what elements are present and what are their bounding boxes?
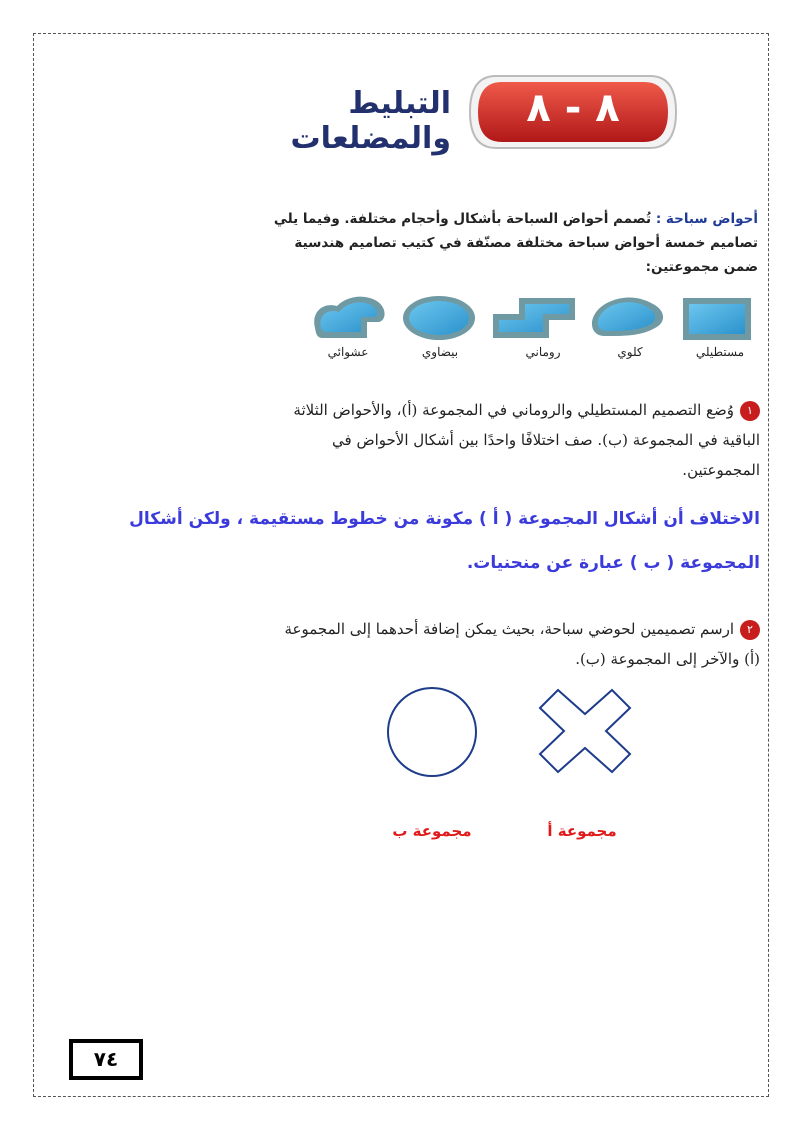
- question-2-number: ٢: [740, 620, 760, 640]
- intro-text: تُصمم أحواض السباحة بأشكال وأحجام مختلفة. وفيما يلي تصاميم خمسة أحواض سباحة مختلفة مصنّفة في كتيب تصاميم هندسية ضمن مجموعتين:: [273, 211, 758, 275]
- question-1-text: وُضع التصميم المستطيلي والروماني في المجموعة (أ)، والأحواض الثلاثة الباقية في المجموعة (ب). صف اختلافًا واحدًا بين أشكال الأحواض في المجموعتين.: [293, 401, 760, 479]
- answer-1: الاختلاف أن أشكال المجموعة ( أ ) مكونة من خطوط مستقيمة ، ولكن أشكال المجموعة ( ب ) عبارة عن منحنيات.: [129, 509, 760, 573]
- circle-drawing: [386, 686, 478, 778]
- lesson-title: التبليط والمضلعات: [290, 86, 451, 156]
- pool-shapes: [305, 290, 760, 380]
- intro-lead: أحواض سباحة :: [655, 211, 758, 227]
- pool-rectangle-icon: [683, 298, 751, 340]
- cross-drawing: [536, 686, 634, 776]
- question-1-number: ١: [740, 401, 760, 421]
- pool-label-oval: بيضاوي: [421, 345, 459, 359]
- pool-freeform-icon: [314, 297, 384, 338]
- group-b-label: مجموعة ب: [392, 822, 472, 840]
- pool-label-roman: روماني: [525, 345, 561, 359]
- group-a-label: مجموعة أ: [547, 822, 617, 840]
- question-1: [270, 395, 760, 485]
- pool-label-rectangle: مستطيلي: [695, 345, 745, 359]
- pool-oval-icon: [403, 296, 475, 340]
- question-2: [270, 614, 760, 674]
- question-2-text: ارسم تصميمين لحوضي سباحة، بحيث يمكن إضافة أحدهما إلى المجموعة (أ) والآخر إلى المجموعة (ب).: [284, 620, 760, 668]
- pool-label-freeform: عشوائي: [327, 345, 369, 359]
- pool-label-kidney: كلوي: [617, 345, 643, 359]
- pool-roman-icon: [493, 298, 575, 338]
- page-number: ٧٤: [69, 1039, 143, 1080]
- intro-paragraph: [258, 207, 758, 279]
- pool-kidney-icon: [592, 298, 663, 336]
- lesson-number: ٨ - ٨: [526, 85, 620, 131]
